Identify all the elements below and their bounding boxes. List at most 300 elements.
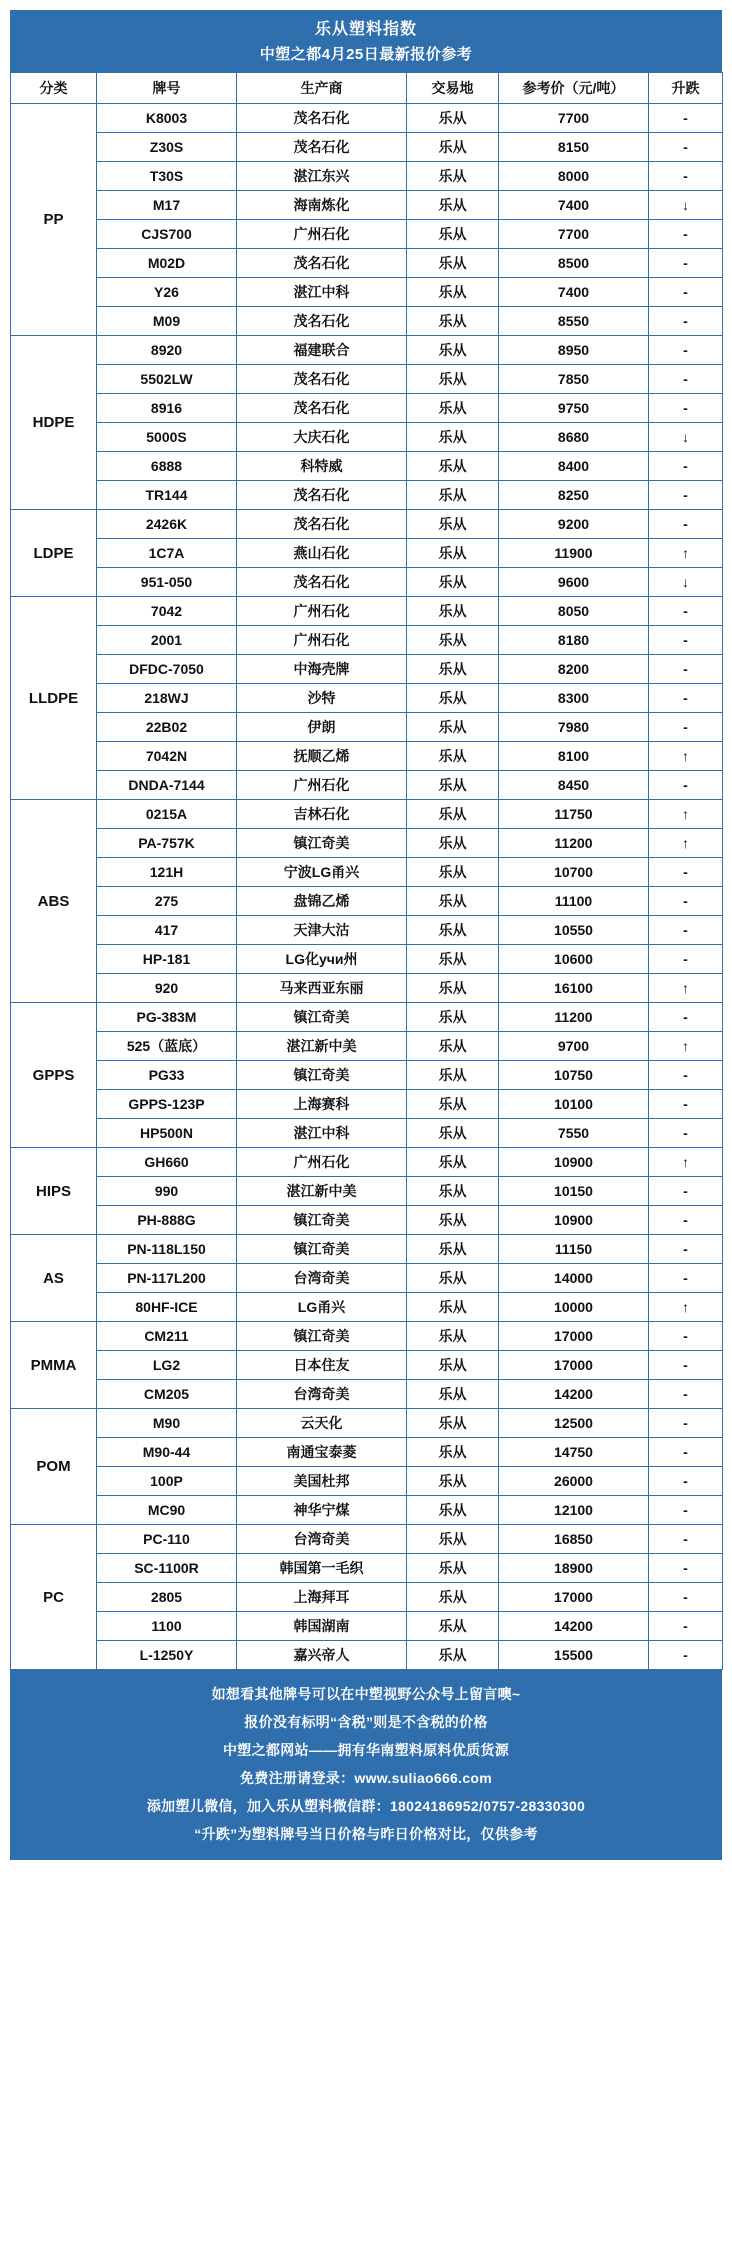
grade-cell: 275 (97, 887, 237, 916)
place-cell: 乐从 (407, 1409, 499, 1438)
manufacturer-cell: 台湾奇美 (237, 1380, 407, 1409)
price-cell: 9200 (499, 510, 649, 539)
price-cell: 8500 (499, 249, 649, 278)
table-row (11, 1554, 723, 1583)
place-cell: 乐从 (407, 1554, 499, 1583)
manufacturer-cell: 广州石化 (237, 220, 407, 249)
grade-cell: PG33 (97, 1061, 237, 1090)
manufacturer-cell: 科特威 (237, 452, 407, 481)
place-cell: 乐从 (407, 1583, 499, 1612)
price-cell: 12500 (499, 1409, 649, 1438)
place-cell: 乐从 (407, 858, 499, 887)
place-cell: 乐从 (407, 162, 499, 191)
table-row (11, 1583, 723, 1612)
change-cell: - (649, 1351, 723, 1380)
place-cell: 乐从 (407, 220, 499, 249)
place-cell: 乐从 (407, 1177, 499, 1206)
grade-cell: HP-181 (97, 945, 237, 974)
change-cell: - (649, 1322, 723, 1351)
manufacturer-cell: 广州石化 (237, 626, 407, 655)
table-row (11, 626, 723, 655)
price-cell: 7400 (499, 278, 649, 307)
table-row (11, 1032, 723, 1061)
manufacturer-cell: 茂名石化 (237, 394, 407, 423)
place-cell: 乐从 (407, 1496, 499, 1525)
place-cell: 乐从 (407, 481, 499, 510)
price-cell: 8150 (499, 133, 649, 162)
change-cell: - (649, 887, 723, 916)
change-cell: - (649, 1090, 723, 1119)
change-cell: - (649, 858, 723, 887)
column-header-place: 交易地 (407, 73, 499, 104)
price-cell: 8250 (499, 481, 649, 510)
price-cell: 8100 (499, 742, 649, 771)
table-row (11, 220, 723, 249)
place-cell: 乐从 (407, 365, 499, 394)
price-cell: 7980 (499, 713, 649, 742)
change-cell: - (649, 365, 723, 394)
manufacturer-cell: 燕山石化 (237, 539, 407, 568)
price-cell: 10550 (499, 916, 649, 945)
column-header-grade: 牌号 (97, 73, 237, 104)
table-row (11, 713, 723, 742)
manufacturer-cell: 镇江奇美 (237, 829, 407, 858)
manufacturer-cell: 南通宝泰菱 (237, 1438, 407, 1467)
place-cell: 乐从 (407, 1467, 499, 1496)
table-row (11, 742, 723, 771)
table-row (11, 887, 723, 916)
table-row (11, 1090, 723, 1119)
manufacturer-cell: 广州石化 (237, 1148, 407, 1177)
change-cell: ↑ (649, 539, 723, 568)
price-cell: 8680 (499, 423, 649, 452)
table-row (11, 1003, 723, 1032)
grade-cell: 5502LW (97, 365, 237, 394)
change-cell: ↑ (649, 1032, 723, 1061)
banner-title: 乐从塑料指数 (314, 21, 417, 38)
manufacturer-cell: 湛江中科 (237, 1119, 407, 1148)
place-cell: 乐从 (407, 568, 499, 597)
table-row (11, 974, 723, 1003)
change-cell: - (649, 713, 723, 742)
price-cell: 10700 (499, 858, 649, 887)
grade-cell: PA-757K (97, 829, 237, 858)
table-row (11, 423, 723, 452)
table-row (11, 452, 723, 481)
manufacturer-cell: 中海壳牌 (237, 655, 407, 684)
place-cell: 乐从 (407, 1090, 499, 1119)
price-cell: 9750 (499, 394, 649, 423)
manufacturer-cell: 抚顺乙烯 (237, 742, 407, 771)
place-cell: 乐从 (407, 829, 499, 858)
grade-cell: 100P (97, 1467, 237, 1496)
grade-cell: PH-888G (97, 1206, 237, 1235)
place-cell: 乐从 (407, 1148, 499, 1177)
price-cell: 7850 (499, 365, 649, 394)
change-cell: - (649, 510, 723, 539)
manufacturer-cell: 海南炼化 (237, 191, 407, 220)
price-cell: 14000 (499, 1264, 649, 1293)
grade-cell: TR144 (97, 481, 237, 510)
place-cell: 乐从 (407, 307, 499, 336)
table-row (11, 481, 723, 510)
category-cell: LLDPE (11, 597, 97, 800)
grade-cell: M02D (97, 249, 237, 278)
price-cell: 10100 (499, 1090, 649, 1119)
change-cell: - (649, 655, 723, 684)
table-row (11, 1496, 723, 1525)
place-cell: 乐从 (407, 539, 499, 568)
change-cell: - (649, 1438, 723, 1467)
price-table (10, 72, 723, 1670)
place-cell: 乐从 (407, 1235, 499, 1264)
table-row (11, 1467, 723, 1496)
footer-line: 免费注册请登录：www.suliao666.com (239, 1770, 493, 1786)
change-cell: - (649, 104, 723, 133)
change-cell: - (649, 394, 723, 423)
category-cell: POM (11, 1409, 97, 1525)
table-header-row (11, 73, 723, 104)
table-row (11, 394, 723, 423)
change-cell: - (649, 684, 723, 713)
manufacturer-cell: LG甬兴 (237, 1293, 407, 1322)
category-cell: PP (11, 104, 97, 336)
grade-cell: M90 (97, 1409, 237, 1438)
price-cell: 17000 (499, 1583, 649, 1612)
manufacturer-cell: 湛江新中美 (237, 1032, 407, 1061)
manufacturer-cell: 茂名石化 (237, 133, 407, 162)
footer-notes (10, 1670, 722, 1860)
change-cell: ↓ (649, 191, 723, 220)
grade-cell: PC-110 (97, 1525, 237, 1554)
table-row (11, 307, 723, 336)
place-cell: 乐从 (407, 1641, 499, 1670)
manufacturer-cell: 台湾奇美 (237, 1525, 407, 1554)
grade-cell: MC90 (97, 1496, 237, 1525)
manufacturer-cell: 神华宁煤 (237, 1496, 407, 1525)
place-cell: 乐从 (407, 1206, 499, 1235)
change-cell: ↑ (649, 1148, 723, 1177)
price-cell: 12100 (499, 1496, 649, 1525)
change-cell: - (649, 1061, 723, 1090)
manufacturer-cell: 福建联合 (237, 336, 407, 365)
change-cell: ↓ (649, 568, 723, 597)
manufacturer-cell: 台湾奇美 (237, 1264, 407, 1293)
place-cell: 乐从 (407, 713, 499, 742)
footer-line: 中塑之都网站——拥有华南塑料原料优质货源 (223, 1742, 509, 1758)
column-header-price: 参考价（元/吨） (499, 73, 649, 104)
price-cell: 17000 (499, 1351, 649, 1380)
table-row (11, 916, 723, 945)
category-cell: ABS (11, 800, 97, 1003)
manufacturer-cell: 茂名石化 (237, 568, 407, 597)
manufacturer-cell: 湛江东兴 (237, 162, 407, 191)
price-cell: 11750 (499, 800, 649, 829)
place-cell: 乐从 (407, 1293, 499, 1322)
table-row (11, 684, 723, 713)
change-cell: ↑ (649, 800, 723, 829)
table-row (11, 1409, 723, 1438)
grade-cell: 80HF-ICE (97, 1293, 237, 1322)
grade-cell: 8916 (97, 394, 237, 423)
price-cell: 9700 (499, 1032, 649, 1061)
manufacturer-cell: 镇江奇美 (237, 1235, 407, 1264)
manufacturer-cell: 天津大沽 (237, 916, 407, 945)
grade-cell: 951-050 (97, 568, 237, 597)
manufacturer-cell: 马来西亚东丽 (237, 974, 407, 1003)
table-row (11, 1380, 723, 1409)
change-cell: - (649, 1206, 723, 1235)
price-cell: 16100 (499, 974, 649, 1003)
place-cell: 乐从 (407, 394, 499, 423)
grade-cell: HP500N (97, 1119, 237, 1148)
table-row (11, 1264, 723, 1293)
change-cell: - (649, 1467, 723, 1496)
change-cell: - (649, 1583, 723, 1612)
grade-cell: Z30S (97, 133, 237, 162)
grade-cell: 7042 (97, 597, 237, 626)
grade-cell: PG-383M (97, 1003, 237, 1032)
table-row (11, 104, 723, 133)
place-cell: 乐从 (407, 684, 499, 713)
table-row (11, 1525, 723, 1554)
table-row (11, 162, 723, 191)
grade-cell: CM211 (97, 1322, 237, 1351)
manufacturer-cell: 伊朗 (237, 713, 407, 742)
place-cell: 乐从 (407, 1003, 499, 1032)
table-row (11, 365, 723, 394)
manufacturer-cell: 湛江新中美 (237, 1177, 407, 1206)
grade-cell: 2805 (97, 1583, 237, 1612)
change-cell: - (649, 1554, 723, 1583)
place-cell: 乐从 (407, 1032, 499, 1061)
place-cell: 乐从 (407, 742, 499, 771)
grade-cell: CM205 (97, 1380, 237, 1409)
place-cell: 乐从 (407, 452, 499, 481)
change-cell: - (649, 133, 723, 162)
price-cell: 7700 (499, 220, 649, 249)
grade-cell: SC-1100R (97, 1554, 237, 1583)
change-cell: ↑ (649, 974, 723, 1003)
manufacturer-cell: 茂名石化 (237, 365, 407, 394)
price-cell: 16850 (499, 1525, 649, 1554)
place-cell: 乐从 (407, 887, 499, 916)
grade-cell: 1100 (97, 1612, 237, 1641)
price-cell: 18900 (499, 1554, 649, 1583)
column-header-change: 升跌 (649, 73, 723, 104)
table-row (11, 858, 723, 887)
manufacturer-cell: 茂名石化 (237, 510, 407, 539)
table-row (11, 1061, 723, 1090)
price-cell: 10000 (499, 1293, 649, 1322)
grade-cell: 525（蓝底） (97, 1032, 237, 1061)
manufacturer-cell: 茂名石化 (237, 249, 407, 278)
change-cell: - (649, 1380, 723, 1409)
change-cell: - (649, 1177, 723, 1206)
manufacturer-cell: 广州石化 (237, 597, 407, 626)
place-cell: 乐从 (407, 1119, 499, 1148)
category-cell: PMMA (11, 1322, 97, 1409)
table-row (11, 278, 723, 307)
manufacturer-cell: 茂名石化 (237, 307, 407, 336)
price-cell: 8950 (499, 336, 649, 365)
change-cell: - (649, 1235, 723, 1264)
place-cell: 乐从 (407, 1612, 499, 1641)
grade-cell: 121H (97, 858, 237, 887)
change-cell: ↓ (649, 423, 723, 452)
table-body (11, 104, 723, 1670)
manufacturer-cell: 盘锦乙烯 (237, 887, 407, 916)
grade-cell: 990 (97, 1177, 237, 1206)
table-row (11, 1351, 723, 1380)
price-cell: 7400 (499, 191, 649, 220)
manufacturer-cell: 大庆石化 (237, 423, 407, 452)
price-cell: 17000 (499, 1322, 649, 1351)
price-cell: 8300 (499, 684, 649, 713)
price-cell: 11200 (499, 1003, 649, 1032)
grade-cell: 8920 (97, 336, 237, 365)
price-cell: 8000 (499, 162, 649, 191)
change-cell: - (649, 452, 723, 481)
price-cell: 10150 (499, 1177, 649, 1206)
table-row (11, 1206, 723, 1235)
grade-cell: M17 (97, 191, 237, 220)
price-cell: 11200 (499, 829, 649, 858)
category-cell: HIPS (11, 1148, 97, 1235)
grade-cell: T30S (97, 162, 237, 191)
manufacturer-cell: 吉林石化 (237, 800, 407, 829)
grade-cell: 6888 (97, 452, 237, 481)
change-cell: - (649, 626, 723, 655)
table-row (11, 191, 723, 220)
grade-cell: DFDC-7050 (97, 655, 237, 684)
table-row (11, 1177, 723, 1206)
manufacturer-cell: 上海拜耳 (237, 1583, 407, 1612)
price-cell: 10900 (499, 1148, 649, 1177)
price-cell: 9600 (499, 568, 649, 597)
place-cell: 乐从 (407, 1380, 499, 1409)
change-cell: - (649, 336, 723, 365)
table-row (11, 1612, 723, 1641)
place-cell: 乐从 (407, 1061, 499, 1090)
grade-cell: M09 (97, 307, 237, 336)
table-header (11, 73, 723, 104)
grade-cell: 2001 (97, 626, 237, 655)
grade-cell: PN-117L200 (97, 1264, 237, 1293)
change-cell: - (649, 162, 723, 191)
place-cell: 乐从 (407, 597, 499, 626)
price-cell: 8200 (499, 655, 649, 684)
manufacturer-cell: 镇江奇美 (237, 1322, 407, 1351)
grade-cell: 0215A (97, 800, 237, 829)
change-cell: - (649, 1003, 723, 1032)
category-cell: GPPS (11, 1003, 97, 1148)
footer-line: 添加塑儿微信，加入乐从塑料微信群：18024186952/0757-28330300 (146, 1798, 586, 1814)
change-cell: - (649, 1641, 723, 1670)
place-cell: 乐从 (407, 626, 499, 655)
grade-cell: K8003 (97, 104, 237, 133)
grade-cell: 2426K (97, 510, 237, 539)
price-cell: 8050 (499, 597, 649, 626)
manufacturer-cell: 镇江奇美 (237, 1206, 407, 1235)
price-cell: 8400 (499, 452, 649, 481)
price-cell: 7550 (499, 1119, 649, 1148)
grade-cell: CJS700 (97, 220, 237, 249)
price-cell: 11100 (499, 887, 649, 916)
place-cell: 乐从 (407, 1264, 499, 1293)
change-cell: - (649, 481, 723, 510)
price-cell: 8180 (499, 626, 649, 655)
grade-cell: PN-118L150 (97, 1235, 237, 1264)
table-row (11, 336, 723, 365)
grade-cell: LG2 (97, 1351, 237, 1380)
table-row (11, 829, 723, 858)
change-cell: - (649, 307, 723, 336)
footer-line: “升跌”为塑料牌号当日价格与昨日价格对比，仅供参考 (194, 1826, 538, 1842)
grade-cell: 7042N (97, 742, 237, 771)
grade-cell: Y26 (97, 278, 237, 307)
table-row (11, 510, 723, 539)
price-cell: 7700 (499, 104, 649, 133)
price-cell: 11900 (499, 539, 649, 568)
change-cell: - (649, 771, 723, 800)
place-cell: 乐从 (407, 974, 499, 1003)
change-cell: ↑ (649, 829, 723, 858)
change-cell: - (649, 1119, 723, 1148)
change-cell: - (649, 278, 723, 307)
table-row (11, 771, 723, 800)
price-cell: 10600 (499, 945, 649, 974)
price-cell: 10750 (499, 1061, 649, 1090)
manufacturer-cell: 茂名石化 (237, 481, 407, 510)
place-cell: 乐从 (407, 945, 499, 974)
table-row (11, 597, 723, 626)
footer-line: 如想看其他牌号可以在中塑视野公众号上留言噢~ (211, 1686, 521, 1702)
manufacturer-cell: 湛江中科 (237, 278, 407, 307)
price-cell: 14200 (499, 1612, 649, 1641)
grade-cell: GPPS-123P (97, 1090, 237, 1119)
manufacturer-cell: 茂名石化 (237, 104, 407, 133)
table-row (11, 1148, 723, 1177)
place-cell: 乐从 (407, 249, 499, 278)
manufacturer-cell: 镇江奇美 (237, 1061, 407, 1090)
place-cell: 乐从 (407, 191, 499, 220)
grade-cell: DNDA-7144 (97, 771, 237, 800)
change-cell: - (649, 1409, 723, 1438)
place-cell: 乐从 (407, 800, 499, 829)
manufacturer-cell: 嘉兴帝人 (237, 1641, 407, 1670)
manufacturer-cell: 美国杜邦 (237, 1467, 407, 1496)
grade-cell: M90-44 (97, 1438, 237, 1467)
column-header-category: 分类 (11, 73, 97, 104)
manufacturer-cell: 韩国湖南 (237, 1612, 407, 1641)
place-cell: 乐从 (407, 104, 499, 133)
change-cell: - (649, 1525, 723, 1554)
manufacturer-cell: 镇江奇美 (237, 1003, 407, 1032)
price-cell: 8450 (499, 771, 649, 800)
table-row (11, 1235, 723, 1264)
place-cell: 乐从 (407, 336, 499, 365)
change-cell: - (649, 597, 723, 626)
place-cell: 乐从 (407, 423, 499, 452)
place-cell: 乐从 (407, 916, 499, 945)
table-row (11, 249, 723, 278)
table-row (11, 133, 723, 162)
place-cell: 乐从 (407, 1525, 499, 1554)
column-header-manufacturer: 生产商 (237, 73, 407, 104)
table-row (11, 1438, 723, 1467)
change-cell: - (649, 1612, 723, 1641)
